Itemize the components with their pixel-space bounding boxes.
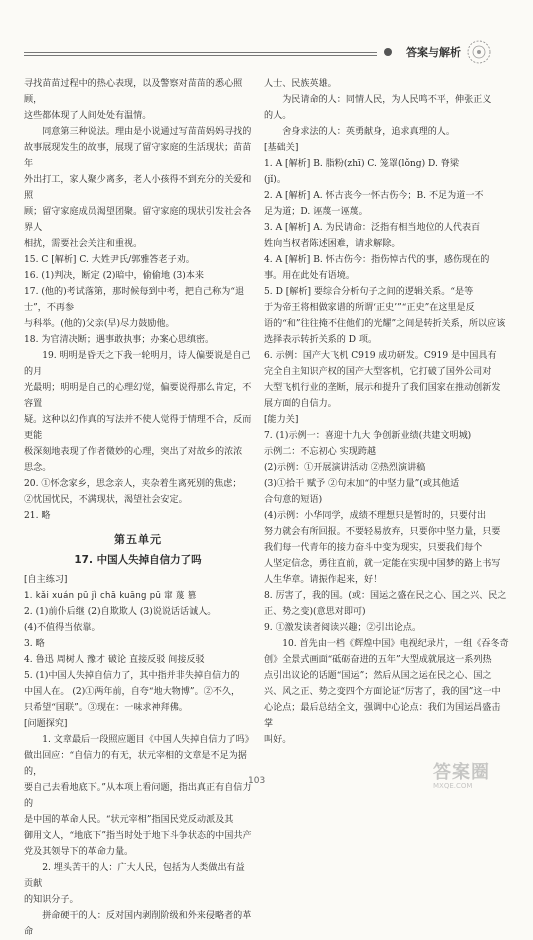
text-line: 思念。 xyxy=(24,463,52,473)
text-line: 的知识分子。 xyxy=(24,895,79,905)
text-line: 于为帝王将相做家谱的所谓‘正史’”“正史”在这里是反 xyxy=(264,303,475,313)
left2-lines xyxy=(24,604,252,940)
text-line: 21. 略 xyxy=(24,511,51,521)
text-line: 3. A [解析] A. 为民请命：泛指有相当地位的人代表百 xyxy=(264,223,481,233)
text-line: 6. 示例：国产大飞机 C919 成功研发。C919 是中国具有 xyxy=(264,351,497,361)
watermark xyxy=(433,758,523,790)
text-line: 姓向当权者陈述困难，请求解除。 xyxy=(264,239,401,249)
text-line: (4)不值得当依靠。 xyxy=(24,623,101,633)
text-line: 正、势之变)(意思对即可) xyxy=(264,607,366,617)
page-number: 103 xyxy=(248,776,266,786)
text-line: 舍身求法的人：英勇献身，追求真理的人。 xyxy=(282,127,455,137)
text-line: 2. (1)前仆后继 (2)自欺欺人 (3)说说话话诚人。 xyxy=(24,607,217,617)
header-rule xyxy=(24,52,377,56)
right-column xyxy=(264,76,509,748)
flower-ornament-icon xyxy=(465,38,493,66)
text-line: 御用文人，“地底下”指当时处于地下斗争状态的中国共产 xyxy=(24,831,252,841)
text-line: 要自己去看地底下。”从本项上看问题，指出真正有自信力的 xyxy=(24,783,252,809)
text-line: 16. (1)判决，断定 (2)暗中，偷偷地 (3)本来 xyxy=(24,271,204,281)
text-line: 党及其领导下的革命力量。 xyxy=(24,847,134,857)
header-dot-icon xyxy=(384,48,392,56)
text-line: 18. 为官清决断；遇事敢执事；办案心思缜密。 xyxy=(24,335,215,345)
text-line: 极深刻地表现了作者微妙的心理，突出了对故乡的浓浓 xyxy=(24,447,243,457)
text-line: 10. 首先由一档《辉煌中国》电视纪录片，一组《吞冬奇 xyxy=(282,639,509,649)
text-line: 疑。这种以幻作真的写法并不使人觉得于情理不合，反而更能 xyxy=(24,415,252,441)
text-line: 语的“和”往往掩不住他们的光耀”之间是转折关系，所以应该 xyxy=(264,319,506,329)
text-line: 4. A [解析] B. 怀古伤今：指伤悼古代的事，感伤现在的 xyxy=(264,255,490,265)
text-line: 寻找苗苗过程中的热心表现，以及警察对苗苗的悉心照顾， xyxy=(24,79,243,105)
text-line: 为民请命的人：同情人民，为人民鸣不平，伸张正义 xyxy=(282,95,492,105)
lesson-title: 17. 中国人失掉自信力了吗 xyxy=(74,554,202,566)
text-line: 2. 埋头苦干的人：广大人民，包括为人类做出有益贡献 xyxy=(24,863,245,889)
text-line: 中国人在。 (2)①两年前，自夸“地大物博”。②不久， xyxy=(24,687,241,697)
text-line: 心论点；最后总结全文，强调中心论点：我们为国运昌盛击掌 xyxy=(264,703,501,729)
text-line: 展方面的自信力。 xyxy=(264,399,337,409)
text-line: 我们每一代青年的接力奋斗中变为现实，只要我们每个 xyxy=(264,543,483,553)
text-line: 这些都体现了人间处处有温情。 xyxy=(24,111,152,121)
text-line: 兴、风之正、势之变四个方面论证“厉害了，我的国”这一中 xyxy=(264,687,501,697)
text-line: 15. C [解析] C. 大姓尹氏/郭雅答老子劝。 xyxy=(24,255,195,265)
text-line: 合句意的短语) xyxy=(264,495,323,505)
header-title: 答案与解析 xyxy=(406,46,461,59)
text-line: 7. (1)示例一：喜迎十九大 争创新业绩(共建文明城) xyxy=(264,431,472,441)
text-line: 故事展现发生的故事，展现了留守家庭的生活现状；苗苗年 xyxy=(24,143,252,169)
text-line: 示例二：不忘初心 实现跨越 xyxy=(264,447,377,457)
text-line: 光最明；明明是自己的心理幻觉，偏要说得那么肯定，不容置 xyxy=(24,383,252,409)
text-line: 1. 文章最后一段照应题目《中国人失掉自信力了吗》 xyxy=(42,735,254,745)
unit-title: 第五单元 xyxy=(114,533,162,546)
text-line: 同意第三种说法。理由是小说通过写苗苗妈妈寻找的 xyxy=(42,127,252,137)
text-line: 大型飞机行业的垄断，展示和提升了我们国家在推动创新发 xyxy=(264,383,501,393)
pinyin-line: 1. kǎi xuán pū jì chā kuāng pū 窜 蔑 篡 xyxy=(24,591,197,601)
text-line: 只希望“国联”。③现在：一味求神拜佛。 xyxy=(24,703,188,713)
text-line: 19. 明明是昏天之下我一轮明月，诗人偏要说是自己的月 xyxy=(24,351,251,377)
text-line: 4. 鲁迅 周树人 豫才 破论 直接反驳 间接反驳 xyxy=(24,655,205,665)
text-line: 努力就会有所回报。不要轻易放弃，只要你中坚力量，只要 xyxy=(264,527,501,537)
text-line: 17. (他的)考试落第，那时候每到中考，把自己称为“退士”，不再参 xyxy=(24,287,245,313)
text-line: 5. (1)中国人失掉自信力了，其中指并非失掉自信力的 xyxy=(24,671,240,681)
text-line: 5. D [解析] 要综合分析句子之间的逻辑关系。“是等 xyxy=(264,287,474,297)
text-line: 创》全景式画面“砥砺奋进的五年”大型成就展这一系列热 xyxy=(264,655,492,665)
right-lines xyxy=(264,76,509,748)
text-line: 人生华章。请振作起来，好！ xyxy=(264,575,383,585)
text-line: 20. ①怀念家乡，思念亲人，夹杂着生离死别的焦虑； xyxy=(24,479,242,489)
text-line: 选择表示转折关系的 D 项。 xyxy=(264,335,378,345)
text-line: 点引出议论的话题“国运”；然后从国之运在民之心、国之 xyxy=(264,671,492,681)
text-line: 相扰，需要社会关注和重视。 xyxy=(24,239,143,249)
text-line: 拼命硬干的人：反对国内剥削阶级和外来侵略者的革命 xyxy=(24,911,252,937)
text-line: 顾；留守家庭成员渴望团聚。留守家庭的现状引发社会各界人 xyxy=(24,207,252,233)
text-line: 叫好。 xyxy=(264,735,292,745)
text-line: [能力关] xyxy=(264,415,299,425)
text-line: 与科举。(他的)父亲(早)尽力鼓励他。 xyxy=(24,319,175,329)
text-line: 1. A [解析] B. 脂粉(zhī) C. 笼罩(lǒng) D. 脊梁 xyxy=(264,159,459,169)
text-line: 做出回应：“自信力的有无，状元宰相的文章是不足为据的， xyxy=(24,751,247,777)
section-zizhu: [自主练习] xyxy=(24,575,68,585)
text-line: [问题探究] xyxy=(24,719,68,729)
text-line: 的人。 xyxy=(264,111,292,121)
text-line: 足为道；D. 诬蔑一诬蔑。 xyxy=(264,207,368,217)
text-line: 9. ①激发读者阅读兴趣；②引出论点。 xyxy=(264,623,422,633)
text-line: (3)①拾干 赋予 ②句末加“的中坚力量”(或其他适 xyxy=(264,479,460,489)
text-line: 完全自主知识产权的国产大型客机，它打破了国外公司对 xyxy=(264,367,492,377)
text-line: (4)示例：小华同学，成绩不理想只是暂时的，只要付出 xyxy=(264,511,487,521)
text-line: 8. 厉害了，我的国。(或：国运之盛在民之心、国之兴、民之 xyxy=(264,591,507,601)
text-line: 人士、民族英雄。 xyxy=(264,79,337,89)
left-column xyxy=(24,76,252,940)
text-line: 外出打工，家人聚少离多，老人小孩得不到充分的关爱和照 xyxy=(24,175,252,201)
text-line: [基础关] xyxy=(264,143,299,153)
text-line: 事。用在此处有语境。 xyxy=(264,271,355,281)
watermark-sub: MXQE.COM xyxy=(433,782,473,790)
text-line: ②忧国忧民，不满现状，渴望社会安定。 xyxy=(24,495,188,505)
text-line: (jǐ)。 xyxy=(264,175,286,185)
text-line: 3. 略 xyxy=(24,639,45,649)
text-line: 是中国的革命人民。“状元宰相”指国民党反动派及其 xyxy=(24,815,234,825)
text-line: (2)示例：①开展演讲活动 ②热烈演讲稿 xyxy=(264,463,426,473)
text-line: 人坚定信念，勇往直前，就一定能在实现中国梦的路上书写 xyxy=(264,559,501,569)
text-line: 2. A [解析] A. 怀古丧今一怀古伤今；B. 不足为道一不 xyxy=(264,191,484,201)
page-header xyxy=(24,44,517,66)
watermark-main: 答案圈 xyxy=(433,762,490,783)
left-lines xyxy=(24,76,252,524)
